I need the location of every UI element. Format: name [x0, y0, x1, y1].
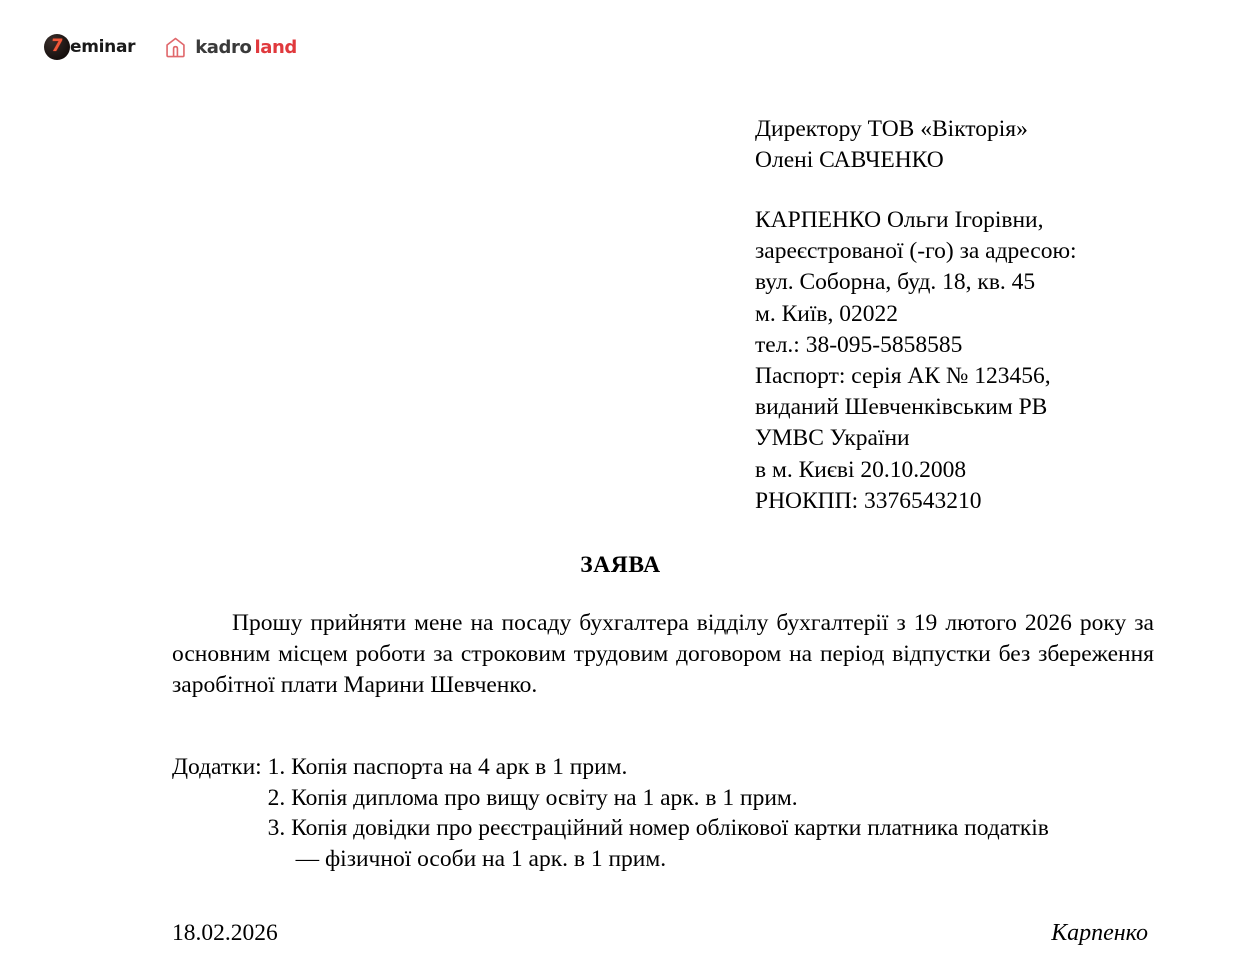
kadroland-logo-word-primary: kadro: [195, 36, 252, 58]
document-signature: Карпенко: [1051, 920, 1148, 946]
attachment-item-continuation: — фізичної особи на 1 арк. в 1 прим.: [295, 845, 667, 872]
applicant-line: зареєстрованої (-го) за адресою:: [755, 238, 1077, 265]
applicant-line: тел.: 38-095-5858585: [755, 331, 963, 358]
document-footer: [172, 918, 1154, 949]
addressee-block: [755, 114, 1175, 176]
attachment-item: 1. Копія паспорта на 4 арк в 1 прим.: [267, 754, 628, 780]
applicant-block: [755, 205, 1175, 517]
attachments-label: Додатки:: [172, 754, 262, 780]
applicant-line: вул. Соборна, буд. 18, кв. 45: [755, 269, 1036, 296]
addressee-line: Директору ТОВ «Вікторія»: [755, 116, 1028, 142]
zeminar-logo-word: eminar: [70, 37, 136, 57]
applicant-line: РНОКПП: 3376543210: [755, 487, 982, 514]
document-date: 18.02.2026: [172, 920, 278, 946]
applicant-line: м. Київ, 02022: [755, 300, 898, 327]
attachment-item: 2. Копія диплома про вищу освіту на 1 арк. в 1 прим.: [267, 784, 798, 811]
applicant-line: Паспорт: серія АК № 123456,: [755, 363, 1051, 390]
document-body-paragraph: Прошу прийняти мене на посаду бухгалтера відділу бухгалтерії з 19 лютого 2026 року за основним місцем роботи за строковим трудовим договором на період відпустки без збереження заробітної плати Марини Шевченко.: [172, 610, 1154, 698]
applicant-line: в м. Києві 20.10.2008: [755, 456, 967, 483]
document-title: ЗАЯВА: [580, 552, 661, 578]
seven-badge-glyph: 7: [50, 35, 65, 56]
attachments-section: [172, 752, 1172, 874]
applicant-line: УМВС України: [755, 425, 910, 452]
applicant-line: КАРПЕНКО Ольги Ігорівни,: [755, 207, 1044, 233]
attachments-row: [172, 752, 1172, 874]
applicant-line: виданий Шевченківським РВ: [755, 394, 1048, 421]
attachment-item: 3. Копія довідки про реєстраційний номер облікової картки платника податків: [267, 815, 1049, 841]
attachments-list: [268, 752, 1049, 874]
addressee-line: Олені САВЧЕНКО: [755, 147, 944, 174]
kadroland-logo-word-accent: land: [254, 36, 297, 58]
